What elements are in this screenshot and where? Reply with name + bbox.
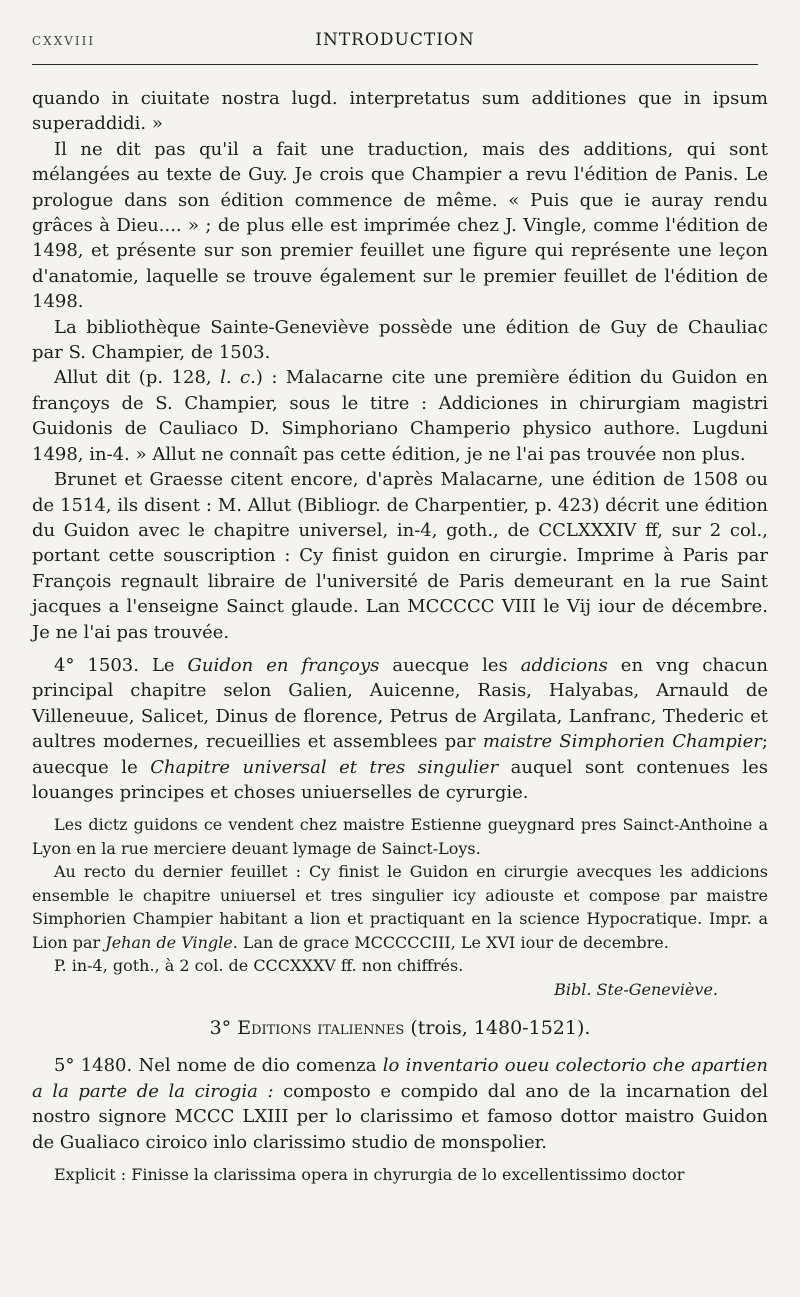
page-number: CXXVIII xyxy=(32,34,96,48)
text-run: auecque les xyxy=(379,654,521,676)
entry-5-1480 xyxy=(32,1053,768,1155)
sales-note: Les dictz guidons ce vendent chez maistre Estienne gueygnard pres Sainct-Anthoine a Lyon en la rue merciere deuant lymage de Sainct-Loys. xyxy=(32,815,768,858)
text-run: en vng chacun principal chapitre selon Galien, Auicenne, Rasis, Halyabas, Arnauld de Villeneuue, Salicet, Dinus de florence, Petrus de Argilata, Lanfranc, Thederic et aultres modernes, recueillies et assemblees par xyxy=(32,654,768,753)
italic-run: Jehan de Vingle xyxy=(105,932,233,952)
italic-run: Bibl. Ste-Geneviève. xyxy=(554,979,718,999)
text-run: Au recto du dernier feuillet : Cy finist le Guidon en cirurgie avecques les addicions ensemble le chapitre uniuersel et tres singulier icy adiouste et compose par maistre Simphorien Champier habitant a lion et practiquant en la science Hypocratique. Impr. a Lion par xyxy=(32,862,768,952)
paragraph-sainte-genevieve: La bibliothèque Sainte-Geneviève possède une édition de Guy de Chauliac par S. Champier, de 1503. xyxy=(32,316,768,364)
text-run: auquel sont contenues les louanges principes et choses uniuerselles de cyrurgie. xyxy=(32,756,768,803)
italic-run: l. c. xyxy=(220,367,256,389)
italic-run: Guidon en françoys xyxy=(187,654,380,676)
section-range: (trois, 1480-1521). xyxy=(404,1017,591,1040)
italic-run: lo inventario oueu colectorio che apartien a la parte de la cirogia : xyxy=(32,1055,768,1102)
paragraph-continuation: quando in ciuitate nostra lugd. interpretatus sum additiones que in ipsum superaddidi. » xyxy=(32,88,768,135)
explicit-line: Explicit : Finisse la clarissima opera in chyrurgia de lo excellentissimo doctor xyxy=(54,1165,685,1184)
italic-run: addicions xyxy=(520,654,608,676)
paragraph-brunet-graesse: Brunet et Graesse citent encore, d'après Malacarne, une édition de 1508 ou de 1514, ils disent : M. Allut (Bibliogr. de Charpentier, p. 423) décrit une édition du Guidon avec le chapitre universel, in-4, goth., de CCLXXXIV ff, sur 2 col., portant cette souscription : Cy finist guidon en cirurgie. Imprime à Paris par François regnault libraire de l'université de Paris demeurant en la rue Saint jacques a l'enseigne Sainct glaude. Lan MCCCCC VIII le Vij iour de décembre. Je ne l'ai pas trouvée. xyxy=(32,469,768,643)
page-body xyxy=(32,86,768,1187)
section-number: 3° xyxy=(209,1017,238,1040)
section-title: Editions italiennes xyxy=(237,1017,405,1040)
text-run: 4° 1503. Le xyxy=(54,654,188,676)
text-run: 5° 1480. Nel nome de dio comenza xyxy=(54,1055,383,1077)
section-heading xyxy=(32,1015,768,1041)
running-title: INTRODUCTION xyxy=(315,30,475,50)
entry-4-details xyxy=(32,813,768,1001)
text-run: ; auecque le xyxy=(32,731,768,778)
format-note: P. in-4, goth., à 2 col. de CCCXXXV ff. non chiffrés. xyxy=(54,956,464,976)
entry-4-1503 xyxy=(32,653,768,805)
text-run: . Lan de grace MCCCCCIII, Le XVI iour de decembre. xyxy=(232,932,669,952)
paragraph-champier-panis: Il ne dit pas qu'il a fait une traduction, mais des additions, qui sont mélangées au texte de Guy. Je crois que Champier a revu l'édition de Panis. Le prologue dans son édition commence de même. « Puis que ie auray rendu grâces à Dieu.... » ; de plus elle est imprimée chez J. Vingle, comme l'édition de 1498, et présente sur son premier feuillet une figure qui représente une leçon d'anatomie, laquelle se trouve également sur le premier feuillet de l'édition de 1498. xyxy=(32,138,768,313)
text-run: ) : Malacarne cite une première édition du Guidon en françoys de S. Champier, sous le titre : Addiciones in chirurgiam magistri Guidonis de Cauliaco D. Simphoriano Champerio physico authore. Lugduni 1498, in-4. » Allut ne connaît pas cette édition, je ne l'ai pas trouvée non plus. xyxy=(32,367,768,465)
text-run: composto e compido dal ano de la incarnation del nostro signore MCCC LXIII per lo clarissimo et famoso dottor maistro Guidon de Gualiaco ciroico inlo clarissimo studio de monspolier. xyxy=(32,1080,769,1153)
paragraph-allut xyxy=(32,365,768,467)
italic-run: maistre Simphorien Champier xyxy=(482,731,762,753)
text-run: Allut dit (p. 128, xyxy=(54,367,221,389)
italic-run: Chapitre universal et tres singulier xyxy=(150,756,499,778)
colophon xyxy=(32,860,768,954)
page-header xyxy=(32,26,758,65)
library-reference xyxy=(32,978,768,1002)
